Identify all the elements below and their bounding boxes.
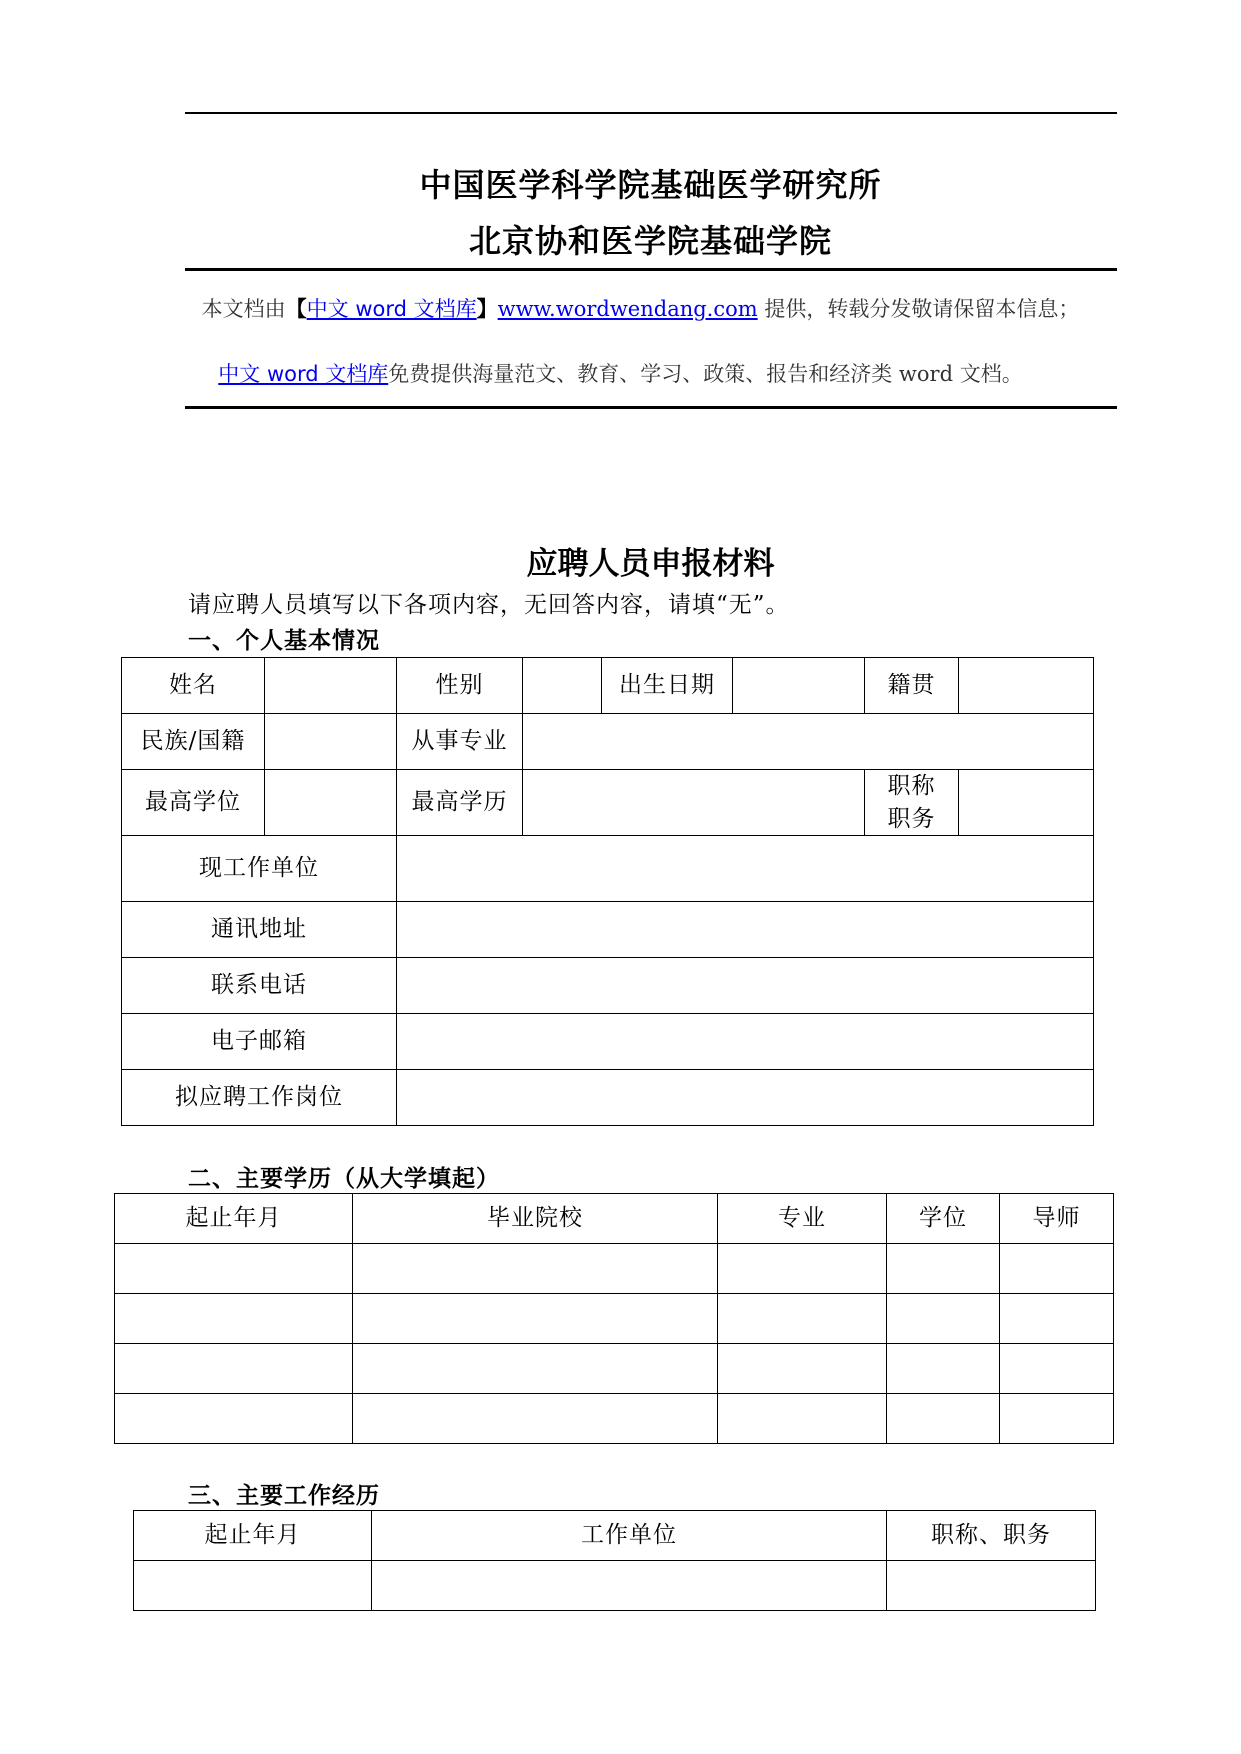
field-mailing-address[interactable] (397, 902, 1094, 958)
edu-cell[interactable] (115, 1394, 353, 1444)
edu-cell[interactable] (353, 1294, 718, 1344)
work-cell[interactable] (372, 1561, 887, 1611)
edu-cell[interactable] (718, 1344, 887, 1394)
wordwendang-link-1[interactable]: 中文 word 文档库 (306, 297, 477, 321)
field-phone[interactable] (397, 958, 1094, 1014)
institute-title-line1: 中国医学科学院基础医学研究所 (419, 166, 882, 204)
label-major: 从事专业 (397, 714, 523, 770)
edu-cell[interactable] (718, 1394, 887, 1444)
field-native-place[interactable] (959, 658, 1094, 714)
work-history-table (133, 1510, 1096, 1611)
notice-bracket-open: 【 (285, 296, 307, 321)
edu-header-school: 毕业院校 (353, 1194, 718, 1244)
work-header-period: 起止年月 (134, 1511, 372, 1561)
edu-cell[interactable] (115, 1294, 353, 1344)
section3-title: 三、主要工作经历 (188, 1482, 380, 1509)
section1-title: 一、个人基本情况 (188, 627, 380, 654)
field-major[interactable] (523, 714, 1094, 770)
label-highest-education: 最高学历 (397, 770, 523, 836)
basic-info-table (121, 657, 1094, 1126)
field-title-duty[interactable] (959, 770, 1094, 836)
edu-cell[interactable] (353, 1394, 718, 1444)
notice-suffix: 提供，转载分发敬请保留本信息； (757, 297, 1080, 321)
field-highest-degree[interactable] (265, 770, 397, 836)
notice-line-2 (0, 358, 1241, 388)
edu-cell[interactable] (1000, 1244, 1114, 1294)
edu-cell[interactable] (353, 1244, 718, 1294)
field-target-position[interactable] (397, 1070, 1094, 1126)
notice-prefix: 本文档由 (201, 297, 286, 321)
field-gender[interactable] (523, 658, 602, 714)
field-birth-date[interactable] (733, 658, 865, 714)
label-native-place: 籍贯 (865, 658, 959, 714)
edu-cell[interactable] (115, 1244, 353, 1294)
label-title-duty-text: 职称职务 (887, 773, 936, 832)
header-top-rule (185, 112, 1117, 114)
work-cell[interactable] (887, 1561, 1096, 1611)
wordwendang-link-2[interactable]: 中文 word 文档库 (218, 362, 389, 386)
edu-cell[interactable] (887, 1344, 1000, 1394)
label-name: 姓名 (122, 658, 265, 714)
edu-cell[interactable] (1000, 1394, 1114, 1444)
label-highest-degree: 最高学位 (122, 770, 265, 836)
table-row (134, 1561, 1096, 1611)
label-current-workplace: 现工作单位 (122, 836, 397, 902)
label-nationality: 民族/国籍 (122, 714, 265, 770)
label-mailing-address: 通讯地址 (122, 902, 397, 958)
table-row (115, 1244, 1114, 1294)
document-title: 应聘人员申报材料 (526, 546, 775, 582)
label-phone: 联系电话 (122, 958, 397, 1014)
notice-bracket-close: 】 (476, 296, 498, 321)
section2-title: 二、主要学历（从大学填起） (188, 1165, 500, 1192)
table-row (115, 1294, 1114, 1344)
institute-title-line2: 北京协和医学院基础学院 (468, 222, 832, 260)
intro-text: 请应聘人员填写以下各项内容，无回答内容，请填“无”。 (188, 592, 790, 618)
field-email[interactable] (397, 1014, 1094, 1070)
header-middle-rule (185, 268, 1117, 271)
edu-cell[interactable] (718, 1294, 887, 1344)
header-bottom-rule (185, 406, 1117, 409)
table-row (115, 1344, 1114, 1394)
education-table (114, 1193, 1114, 1444)
edu-cell[interactable] (353, 1344, 718, 1394)
field-current-workplace[interactable] (397, 836, 1094, 902)
edu-cell[interactable] (718, 1244, 887, 1294)
edu-header-major: 专业 (718, 1194, 887, 1244)
work-cell[interactable] (134, 1561, 372, 1611)
work-header-employer: 工作单位 (372, 1511, 887, 1561)
edu-cell[interactable] (1000, 1294, 1114, 1344)
field-highest-education[interactable] (523, 770, 865, 836)
edu-header-degree: 学位 (887, 1194, 1000, 1244)
edu-cell[interactable] (115, 1344, 353, 1394)
label-birth-date: 出生日期 (602, 658, 733, 714)
edu-cell[interactable] (887, 1244, 1000, 1294)
wordwendang-url-link[interactable]: www.wordwendang.com (497, 297, 758, 321)
label-email: 电子邮箱 (122, 1014, 397, 1070)
work-header-title-duty: 职称、职务 (887, 1511, 1096, 1561)
label-title-duty (865, 770, 959, 836)
notice2-suffix: 免费提供海量范文、教育、学习、政策、报告和经济类 word 文档。 (388, 362, 1023, 386)
field-nationality[interactable] (265, 714, 397, 770)
field-name[interactable] (265, 658, 397, 714)
edu-cell[interactable] (887, 1294, 1000, 1344)
notice-line-1 (20, 293, 1241, 323)
label-target-position: 拟应聘工作岗位 (122, 1070, 397, 1126)
edu-header-period: 起止年月 (115, 1194, 353, 1244)
edu-cell[interactable] (887, 1394, 1000, 1444)
edu-cell[interactable] (1000, 1344, 1114, 1394)
label-gender: 性别 (397, 658, 523, 714)
edu-header-advisor: 导师 (1000, 1194, 1114, 1244)
table-row (115, 1394, 1114, 1444)
